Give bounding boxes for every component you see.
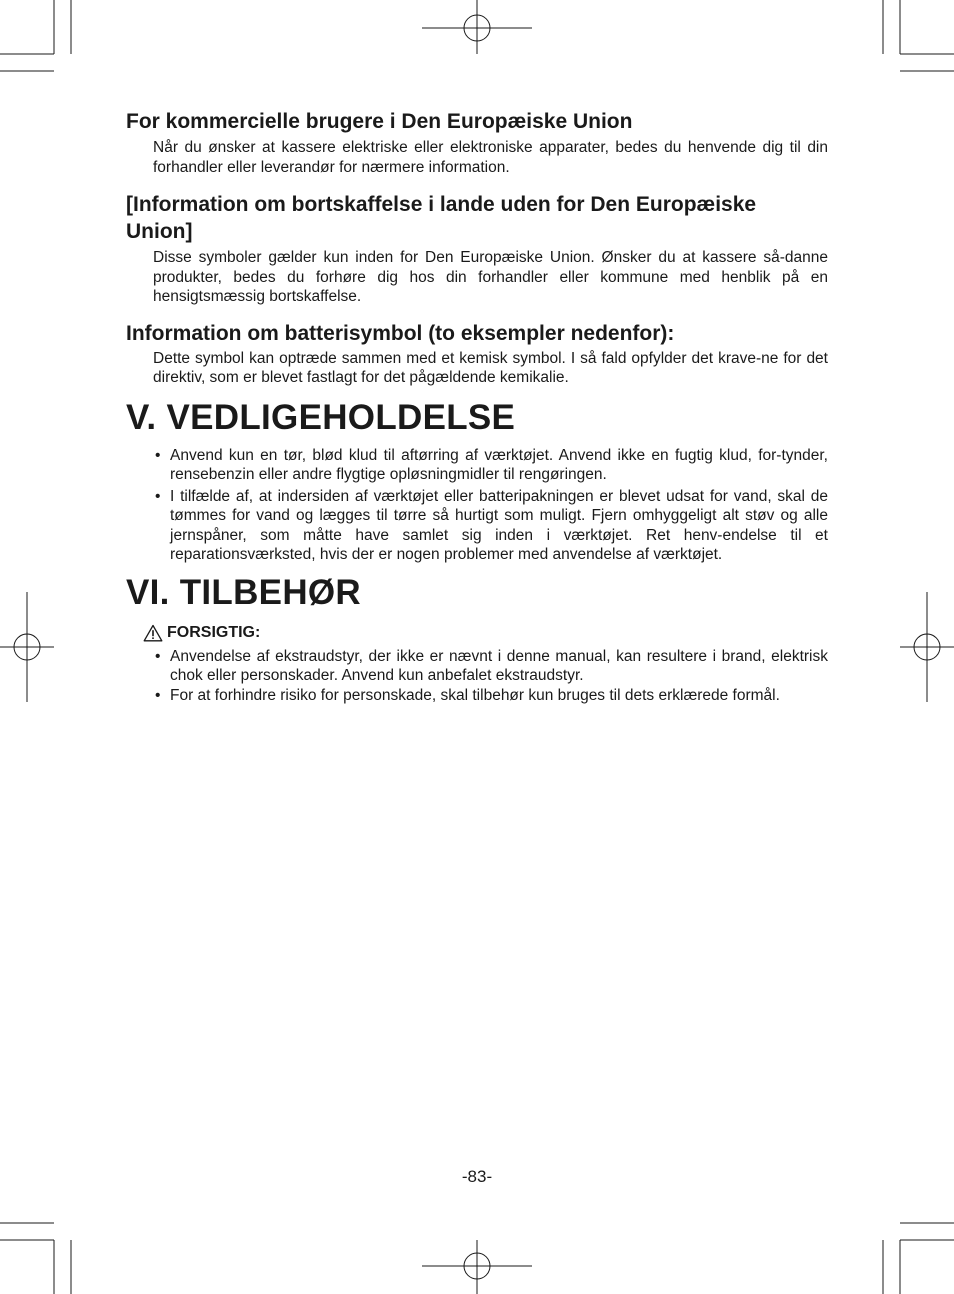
list-item-text: Anvend kun en tør, blød klud til aftørring af værktøjet. Anvend ikke en fugtig klud, for-tynder, rensebenzin eller andre flygtige opløsningmidler til rengøringen. xyxy=(170,446,828,483)
bullet: • xyxy=(155,686,161,704)
commercial-heading: For kommercielle brugere i Den Europæiske Union xyxy=(126,110,633,133)
caution-notice xyxy=(143,623,828,643)
list-item xyxy=(126,487,828,565)
page-number: -83- xyxy=(461,1167,493,1186)
outside-eu-heading: [Information om bortskaffelse i lande uden for Den Europæiske Union] xyxy=(126,193,757,243)
caution-label: FORSIGTIG: xyxy=(167,623,261,641)
bullet: • xyxy=(155,647,161,665)
accessories-heading: VI. TILBEHØR xyxy=(126,572,361,612)
warning-triangle-icon xyxy=(143,624,163,642)
bullet: • xyxy=(155,487,161,505)
maintenance-heading: V. VEDLIGEHOLDELSE xyxy=(126,397,516,437)
outside-eu-paragraph: Disse symboler gælder kun inden for Den Europæiske Union. Ønsker du at kassere så-danne produkter, bedes du forhøre dig hos din forhandler eller kommune med henblik på en hensigtsmæssig bortskaffelse. xyxy=(153,249,828,305)
list-item xyxy=(126,686,828,706)
list-item xyxy=(126,446,828,485)
maintenance-list xyxy=(126,446,828,565)
battery-paragraph: Dette symbol kan optræde sammen med et kemisk symbol. I så fald opfylder det krave-ne for det direktiv, som er blevet fastlagt for det pågældende kemikalie. xyxy=(153,349,828,386)
commercial-paragraph: Når du ønsker at kassere elektriske eller elektroniske apparater, bedes du henvende dig til din forhandler eller leverandør for nærmere information. xyxy=(153,139,828,176)
bullet: • xyxy=(155,446,161,464)
accessories-list xyxy=(126,647,828,706)
page-content xyxy=(126,108,828,705)
list-item-text: Anvendelse af ekstraudstyr, der ikke er nævnt i denne manual, kan resultere i brand, elektrisk chok eller personskader. Anvend kun anbefalet ekstraudstyr. xyxy=(170,647,828,684)
list-item xyxy=(126,647,828,686)
list-item-text: For at forhindre risiko for personskade, skal tilbehør kun bruges til dets erklærede formål. xyxy=(170,686,780,704)
battery-heading: Information om batterisymbol (to eksempler nedenfor): xyxy=(126,321,675,345)
list-item-text: I tilfælde af, at indersiden af værktøjet eller batteripakningen er blevet udsat for vand, skal de tømmes for vand og lægges til tørre så hurtigt som muligt. Fjern omhyggeligt alt støv og alle jernspåner, som måtte have samlet sig inden i værktøjet. Ret henv-endelse til et reparationsværksted, hvis der er nogen problemer med anvendelse af værktøjet. xyxy=(170,487,828,563)
